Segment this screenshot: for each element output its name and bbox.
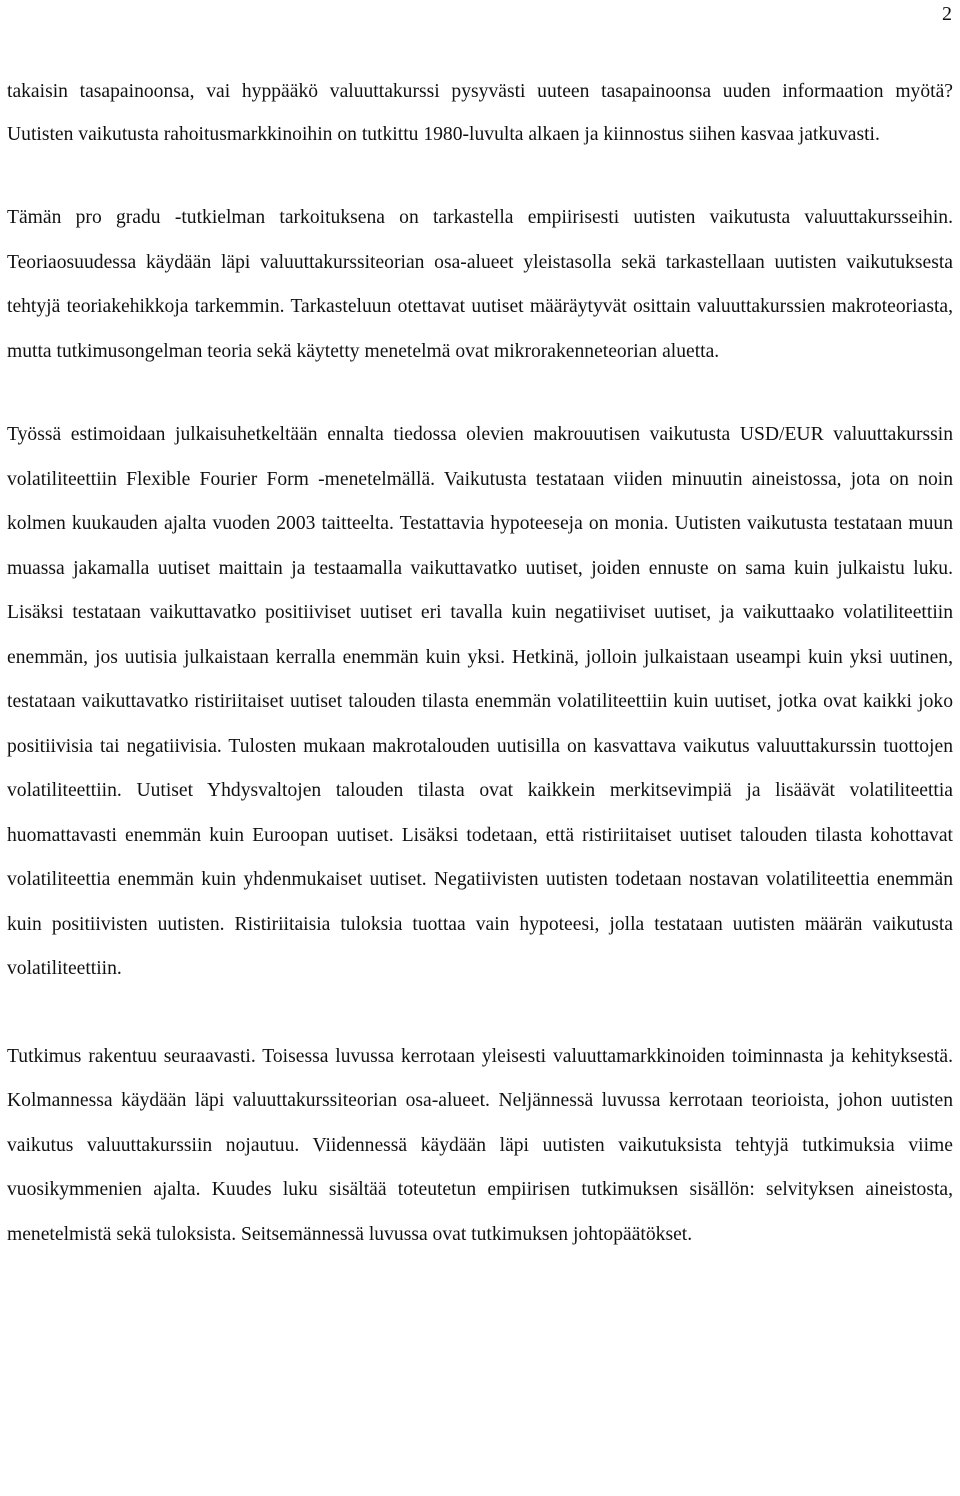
paragraph-thesis-purpose: Tämän pro gradu -tutkielman tarkoituksena on tarkastella empiirisesti uutisten vaikutusta valuuttakursseihin. Teoriaosuudessa käydään läpi valuuttakurssiteorian osa-alueet yleistasolla sekä tarkastellaan uutisten vaikutuksesta tehtyjä teoriakehikkoja tarkemmin. Tarkasteluun otettavat uutiset määräytyvät osittain valuuttakurssien makroteoriasta, mutta tutkimusongelman teoria sekä käytetty menetelmä ovat mikrorakenneteorian aluetta.	[7, 207, 953, 362]
document-body	[7, 70, 953, 1257]
paragraph-methods-results: Työssä estimoidaan julkaisuhetkeltään ennalta tiedossa olevien makrouutisen vaikutusta USD/EUR valuuttakurssin volatiliteettiin Flexible Fourier Form -menetelmällä. Vaikutusta testataan viiden minuutin aineistossa, jota on noin kolmen kuukauden ajalta vuoden 2003 taitteelta. Testattavia hypoteeseja on monia. Uutisten vaikutusta testataan muun muassa jakamalla uutiset maittain ja testaamalla vaikuttavatko uutiset, joiden ennuste on sama kuin julkaistu luku. Lisäksi testataan vaikuttavatko positiiviset uutiset eri tavalla kuin negatiiviset uutiset, ja vaikuttaako volatiliteettiin enemmän, jos uutisia julkaistaan kerralla enemmän kuin yksi. Hetkinä, jolloin julkaistaan useampi kuin yksi uutinen, testataan vaikuttavatko ristiriitaiset uutiset talouden tilasta enemmän volatiliteettiin kuin uutiset, jotka ovat kaikki joko positiivisia tai negatiivisia. Tulosten mukaan makrotalouden uutisilla on kasvattava vaikutus valuuttakurssin tuottojen volatiliteettiin. Uutiset Yhdysvaltojen talouden tilasta ovat kaikkein merkitsevimpiä ja lisäävät volatiliteettia huomattavasti enemmän kuin Euroopan uutiset. Lisäksi todetaan, että ristiriitaiset uutiset talouden tilasta kohottavat volatiliteettia enemmän kuin yhdenmukaiset uutiset. Negatiivisten uutisten todetaan nostavan volatiliteettia enemmän kuin positiivisten uutisten. Ristiriitaisia tuloksia tuottaa vain hypoteesi, jolla testataan uutisten määrän vaikutusta volatiliteettiin.	[7, 424, 953, 979]
page-number: 2	[942, 3, 952, 25]
paragraph-intro-continuation: takaisin tasapainoonsa, vai hyppääkö valuuttakurssi pysyvästi uuteen tasapainoonsa uuden informaation myötä? Uutisten vaikutusta rahoitusmarkkinoihin on tutkittu 1980-luvulta alkaen ja kiinnostus siihen kasvaa jatkuvasti.	[7, 81, 953, 145]
paragraph-structure: Tutkimus rakentuu seuraavasti. Toisessa luvussa kerrotaan yleisesti valuuttamarkkinoiden toiminnasta ja kehityksestä. Kolmannessa käydään läpi valuuttakurssiteorian osa-alueet. Neljännessä luvussa kerrotaan teorioista, johon uutisten vaikutus valuuttakurssiin nojautuu. Viidennessä käydään läpi uutisten vaikutuksista tehtyjä tutkimuksia viime vuosikymmenien ajalta. Kuudes luku sisältää toteutetun empiirisen tutkimuksen sisällön: selvityksen aineistosta, menetelmistä sekä tuloksista. Seitsemännessä luvussa ovat tutkimuksen johtopäätökset.	[7, 1045, 953, 1245]
paragraph-gap	[7, 992, 953, 1035]
paragraph-gap	[7, 156, 953, 196]
paragraph-gap	[7, 374, 953, 413]
